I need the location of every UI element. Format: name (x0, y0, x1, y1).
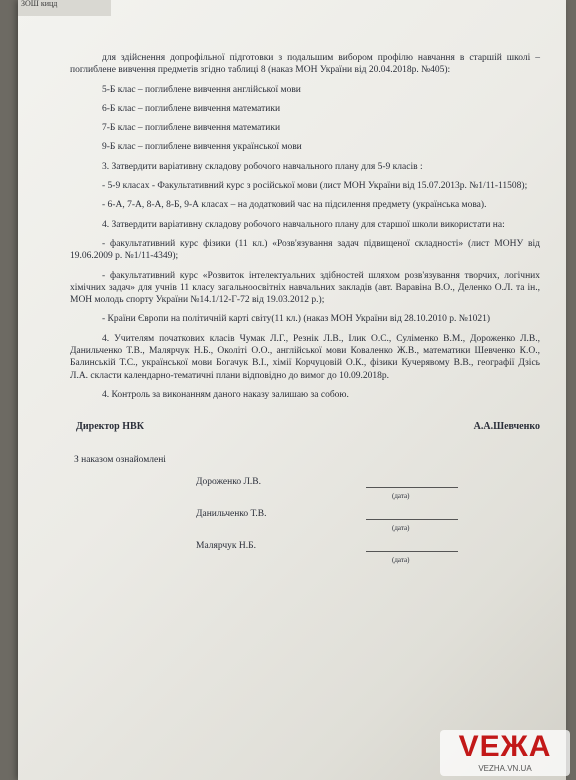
class-item-7b: 7-Б клас – поглиблене вивчення математики (102, 123, 281, 134)
paragraph-ukrainian-extra: - 6-А, 7-А, 8-А, 8-Б, 9-А класах – на додатковий час на підсилення предмету (українська мова). (102, 200, 487, 211)
class-item-5b: 5-Б клас – поглиблене вивчення англійської мови (102, 84, 301, 95)
signature-line (366, 487, 458, 488)
paragraph-physics-course: - факультативний курс фізики (11 кл.) «Розв'язування задач підвищеної складності» (лист МОНУ від 19.06.2009 р. №1/11-4349); (70, 238, 540, 262)
signature-line (366, 551, 458, 552)
acquaintance-name: Дороженко Л.В. (196, 476, 262, 487)
director-signature-row (70, 421, 540, 433)
director-name: А.А.Шевченко (473, 421, 540, 433)
paragraph-preprofile: для здійснення допрофільної підготовки з подальшим вибором профілю навчання в старшій школі – поглиблене вивчення предметів згідно таблиці 8 (наказ МОН України від 20.04.2018р. №405): (70, 53, 540, 76)
document-page (18, 0, 566, 780)
paragraph-russian-course: - 5-9 класах - Факультативний курс з російської мови (лист МОН України від 15.07.2013р. №1/11-11508); (102, 181, 528, 192)
acquaintance-name: Данильченко Т.В. (196, 508, 267, 519)
acquaintance-row (70, 508, 540, 530)
document-body (70, 52, 540, 562)
header-fragment: ЗОШ кицд (18, 0, 111, 16)
paragraph-geography-course: - Країни Європи на політичній карті світу(11 кл.) (наказ МОН України від 28.10.2010 р. №1021) (102, 314, 491, 325)
date-label: (дата) (392, 555, 410, 564)
watermark-url: VEZHA.VN.UA (478, 764, 532, 773)
date-label: (дата) (392, 523, 410, 532)
acquaintance-row (70, 476, 540, 498)
acquaintance-row (70, 540, 540, 562)
paragraph-variative-senior: 4. Затвердити варіативну складову робочого навчального плану для старшої школи використати на: (102, 219, 505, 230)
paragraph-variative-5-9: 3. Затвердити варіативну складову робочого навчального плану для 5-9 класів : (102, 161, 423, 172)
acquaintance-name: Малярчук Н.Б. (196, 540, 256, 551)
director-title: Директор НВК (76, 421, 144, 433)
watermark-brand: VEЖA (458, 730, 552, 763)
class-item-9b: 9-Б клас – поглиблене вивчення української мови (102, 142, 302, 153)
signature-line (366, 519, 458, 520)
watermark-logo (440, 730, 570, 776)
date-label: (дата) (392, 491, 410, 500)
acquainted-heading: З наказом ознайомлені (74, 454, 166, 465)
class-item-6b: 6-Б клас – поглиблене вивчення математики (102, 103, 281, 114)
paragraph-chemistry-course: - факультативний курс «Розвиток інтелектуальних здібностей шляхом розв'язування творчих, логічних хімічних задач» для учнів 11 класу загальноосвітніх навчальних закладів (авт. Варавіна В.О., Деленко О.Л. та ін., МОН молодь спорту України №14.1/12-Г-72 від 19.03.2012 р.); (70, 270, 540, 306)
paragraph-teachers: 4. Учителям початкових класів Чумак Л.Г., Резнік Л.В., Ілик О.С., Суліменко В.М., Дороженко Л.В., Данильченко Т.В., Малярчук Н.Б., Околіті О.О., англійської мови Коваленко Ж.В., математики Шевченко К.О., Балинській Т.С., української мови Богачук В.І., хімії Корчуцовій О.К., фізики Кучерявому В.В., географії Дзісь Л.А. скласти календарно-тематичні плани відповідно до вимог до 10.09.2018р. (70, 333, 540, 381)
paragraph-control: 4. Контроль за виконанням даного наказу залишаю за собою. (102, 389, 349, 400)
